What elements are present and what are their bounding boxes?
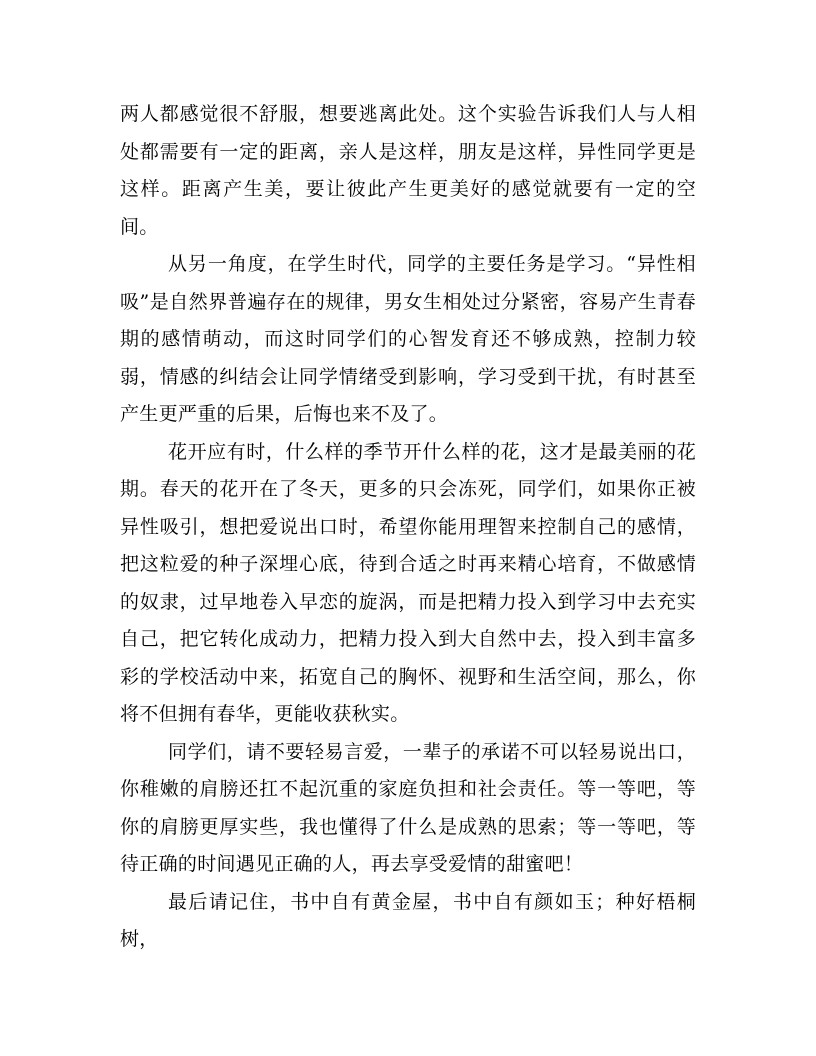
paragraph-3: 花开应有时，什么样的季节开什么样的花，这才是最美丽的花期。春天的花开在了冬天，更多的只会冻死，同学们，如果你正被异性吸引，想把爱说出口时，希望你能用理智来控制自己的感情，把这粒爱的种子深埋心底，待到合适之时再来精心培育，不做感情的奴隶，过早地卷入早恋的旋涡，而是把精力投入到学习中去充实自己，把它转化成动力，把精力投入到大自然中去，投入到丰富多彩的学校活动中来，拓宽自己的胸怀、视野和生活空间，那么，你将不但拥有春华，更能收获秋实。	[120, 440, 696, 725]
paragraph-5: 最后请记住，书中自有黄金屋，书中自有颜如玉；种好梧桐树，	[120, 890, 696, 950]
paragraph-2: 从另一角度，在学生时代，同学的主要任务是学习。“异性相吸”是自然界普遍存在的规律，男女生相处过分紧密，容易产生青春期的感情萌动，而这时同学们的心智发育还不够成熟，控制力较弱，情感的纠结会让同学情绪受到影响，学习受到干扰，有时甚至产生更严重的后果，后悔也来不及了。	[120, 253, 696, 425]
paragraph-4: 同学们，请不要轻易言爱，一辈子的承诺不可以轻易说出口，你稚嫩的肩膀还扛不起沉重的家庭负担和社会责任。等一等吧，等你的肩膀更厚实些，我也懂得了什么是成熟的思索；等一等吧，等待正确的时间遇见正确的人，再去享受爱情的甜蜜吧！	[120, 740, 696, 875]
body-text	[120, 96, 696, 959]
paragraph-1: 两人都感觉很不舒服，想要逃离此处。这个实验告诉我们人与人相处都需要有一定的距离，亲人是这样，朋友是这样，异性同学更是这样。距离产生美，要让彼此产生更美好的感觉就要有一定的空间。	[120, 103, 696, 238]
